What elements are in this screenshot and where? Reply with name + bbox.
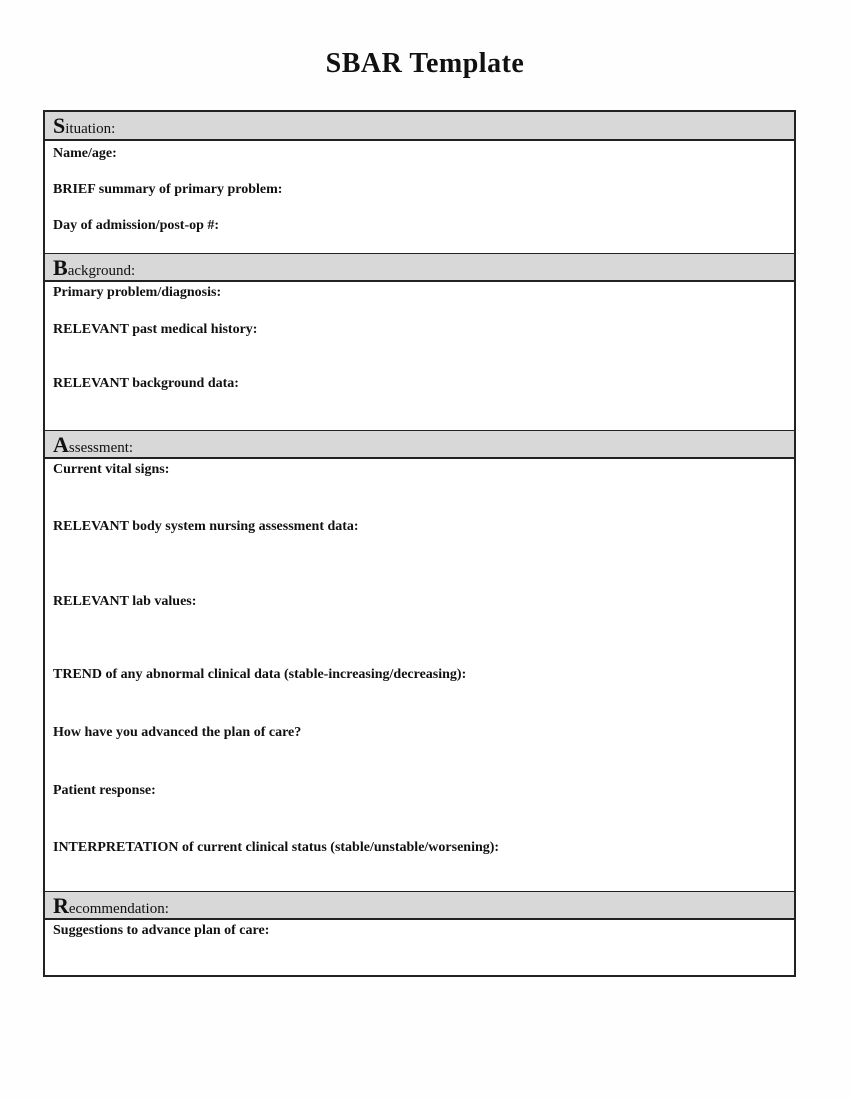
section-body-background [45, 282, 794, 430]
section-label: ackground: [67, 263, 136, 279]
field-label: INTERPRETATION of current clinical status (stable/unstable/worsening): [53, 840, 500, 855]
section-label: ssessment: [68, 440, 134, 456]
section-initial-letter: S [53, 113, 66, 138]
field-label: RELEVANT past medical history: [53, 322, 258, 337]
field-label: RELEVANT body system nursing assessment data: [53, 519, 359, 534]
section-header-situation [45, 112, 794, 141]
section-initial-letter: R [53, 893, 69, 918]
field-label: Primary problem/diagnosis: [53, 285, 222, 300]
section-initial-letter: B [53, 255, 68, 280]
section-header-recommendation [45, 891, 794, 920]
section-header-background [45, 253, 794, 282]
section-initial-letter: A [53, 432, 69, 457]
field-label: Suggestions to advance plan of care: [53, 923, 270, 938]
field-label: Current vital signs: [53, 462, 170, 477]
field-label: RELEVANT lab values: [53, 594, 197, 609]
field-label: Patient response: [53, 783, 156, 798]
section-body-recommendation [45, 920, 794, 975]
section-label: ituation: [65, 121, 116, 137]
section-body-assessment [45, 459, 794, 891]
field-label: TREND of any abnormal clinical data (stable-increasing/decreasing): [53, 667, 467, 682]
field-label: Name/age: [53, 146, 117, 161]
sbar-form [43, 110, 796, 977]
field-label: BRIEF summary of primary problem: [53, 182, 283, 197]
field-label: RELEVANT background data: [53, 376, 239, 391]
section-body-situation [45, 141, 794, 253]
field-label: How have you advanced the plan of care? [53, 725, 302, 740]
field-label: Day of admission/post-op #: [53, 218, 220, 233]
page-title: SBAR Template [325, 48, 525, 79]
section-header-assessment [45, 430, 794, 459]
section-label: ecommendation: [68, 901, 169, 917]
